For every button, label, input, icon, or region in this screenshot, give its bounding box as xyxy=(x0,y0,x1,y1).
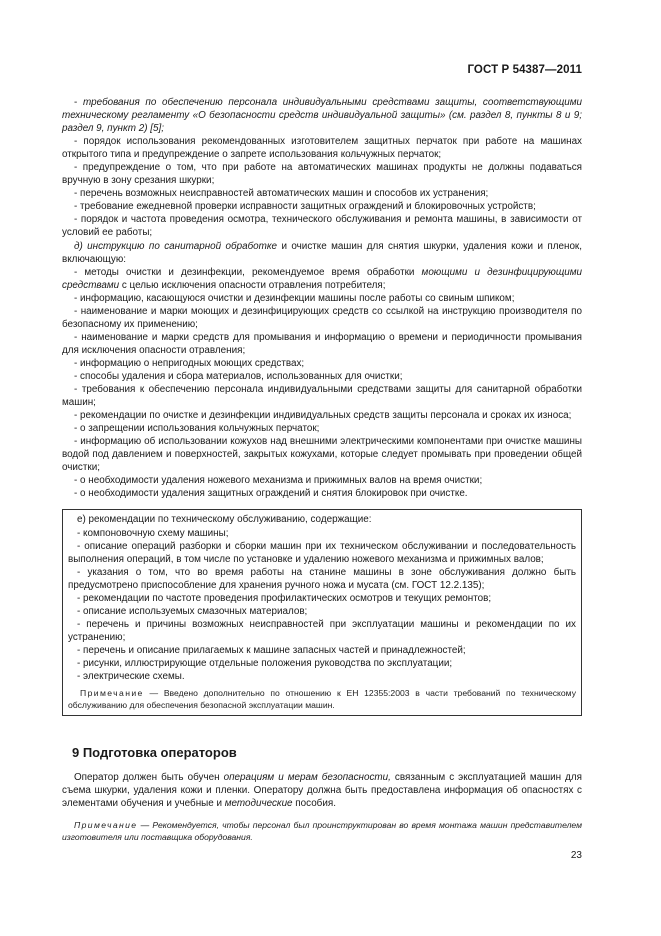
text-run: связанным с эксплуатацией машин для съема шкурки, удаления кожи и пленки. Оператору должна быть предоставлена информация об опасностях с элементами обучения и учебные и xyxy=(62,772,583,810)
list-item xyxy=(62,487,582,500)
box-note-label: Примечание xyxy=(80,688,144,699)
text-run: - требования к обеспечению персонала индивидуальными средствами защиты для санитарной обработки машин; xyxy=(62,384,582,409)
list-item: - компоновочную схему машины; xyxy=(77,527,229,539)
text-run: - рекомендации по очистке и дезинфекции индивидуальных средств защиты персонала и сроках их износа; xyxy=(74,410,572,422)
list-item: - перечень и причины возможных неисправностей при эксплуатации машины и рекомендации по их устранению; xyxy=(68,618,576,643)
maintenance-box xyxy=(62,509,582,716)
section-9-note xyxy=(62,820,582,843)
text-run: требования по обеспечению персонала индивидуальными средствами защиты, соответствующими техническому регламенту «О безопасности средств индивидуальной защиты» (см. раздел 8, пункты 8 и 9; раздел 9, пункт 2) [5]; xyxy=(62,97,582,135)
list-item xyxy=(62,213,582,239)
text-run: - порядок и частота проведения осмотра, технического обслуживания и ремонта машины, в зависимости от условий ее работы; xyxy=(62,214,582,239)
list-item xyxy=(62,187,582,200)
text-run: пособия. xyxy=(292,798,336,810)
list-item: - электрические схемы. xyxy=(77,671,185,683)
list-item xyxy=(62,266,582,292)
list-item xyxy=(62,474,582,487)
list-item xyxy=(62,96,582,135)
list-item: - указания о том, что во время работы на станине машины в зоне обслуживания должно быть предусмотрено приспособление для хранения ручного ножа и мусата (см. ГОСТ 12.2.135); xyxy=(68,566,576,591)
box-note xyxy=(68,688,576,711)
text-run: - перечень возможных неисправностей автоматических машин и способов их устранения; xyxy=(74,188,489,200)
text-run: и очистке машин для снятия шкурки, удаления кожи и пленок, включающую: xyxy=(62,240,582,265)
text-run: - о запрещении использования кольчужных перчаток; xyxy=(74,423,320,435)
section-9-paragraph xyxy=(62,771,582,810)
text-run: - наименование и марки средств для промывания и информацию о времени и периодичности промывания для исключения опасности отравления; xyxy=(62,331,582,356)
list-item: - рекомендации по частоте проведения профилактических осмотров и текущих ремонтов; xyxy=(77,592,492,604)
text-run: - требование ежедневной проверки исправности защитных ограждений и блокировочных устройств; xyxy=(74,201,536,213)
list-item: - перечень и описание прилагаемых к машине запасных частей и принадлежностей; xyxy=(77,644,466,656)
text-run: - методы очистки и дезинфекции, рекомендуемое время обработки xyxy=(74,266,422,278)
text-run: - предупреждение о том, что при работе на автоматических машинах продукты не должны подаваться вручную в зону срезания шкурки; xyxy=(62,162,582,187)
maintenance-list xyxy=(68,513,576,683)
list-item xyxy=(62,383,582,409)
page-number: 23 xyxy=(570,850,582,861)
requirements-list xyxy=(62,96,582,500)
text-run: операциям и мерам безопасности, xyxy=(223,772,391,784)
text-run: - о необходимости удаления защитных ограждений и снятия блокировок при очистке. xyxy=(74,488,468,500)
list-item xyxy=(62,370,582,383)
text-run: моющими и дезинфицирующими средствами xyxy=(62,266,583,291)
text-run: Оператор должен быть обучен xyxy=(74,772,224,784)
note-text: — Рекомендуется, чтобы персонал был проинструктирован во время монтажа машин представителем изготовителя или поставщика оборудования. xyxy=(62,820,582,842)
text-run: - способы удаления и сбора материалов, использованных для очистки; xyxy=(74,370,403,382)
text-run: - информацию, касающуюся очистки и дезинфекции машины после работы со свиным шпиком; xyxy=(74,292,515,304)
text-run: - порядок использования рекомендованных изготовителем защитных перчаток при работе на машинах открытого типа и предупреждение о запрете использования кольчужных перчаток; xyxy=(62,136,582,161)
list-item xyxy=(62,305,582,331)
list-item xyxy=(62,409,582,422)
text-run: - информацию об использовании кожухов над внешними электрическими компонентами при очистке машины водой под давлением и поверхностей, закрытых кожухами, которые следует промывать при проведении общей очистки; xyxy=(62,436,582,474)
list-item xyxy=(62,240,582,266)
list-item xyxy=(62,357,582,370)
list-item xyxy=(62,292,582,305)
text-run: д) инструкцию по санитарной обработке xyxy=(74,240,278,252)
list-item: - описание операций разборки и сборки машин при их техническом обслуживании и последовательность выполнения операций, в том числе по установке и удалению ножевого механизма и прижимных валов; xyxy=(68,540,576,565)
list-item xyxy=(62,200,582,213)
document-id: ГОСТ Р 54387—2011 xyxy=(467,64,582,76)
text-run: с целью исключения опасности отравления потребителя; xyxy=(119,279,386,291)
section-9-heading: 9 Подготовка операторов xyxy=(72,745,237,761)
text-run: - наименование и марки моющих и дезинфицирующих средств со ссылкой на инструкцию производителя по безопасному их применению; xyxy=(62,305,582,330)
text-run: - информацию о непригодных моющих средствах; xyxy=(74,357,305,369)
list-item xyxy=(62,422,582,435)
list-item xyxy=(62,331,582,357)
box-note-text: — Введено дополнительно по отношению к ЕН 12355:2003 в части требований по техническому обслуживанию для обеспечения безопасной эксплуатации машин. xyxy=(68,688,576,710)
list-item xyxy=(62,435,582,474)
text-run: - xyxy=(74,97,83,108)
note-label: Примечание xyxy=(74,820,138,831)
page-content xyxy=(62,96,582,843)
list-item xyxy=(62,135,582,161)
list-item xyxy=(62,161,582,187)
text-run: - о необходимости удаления ножевого механизма и прижимных валов на время очистки; xyxy=(74,475,483,487)
list-item: - описание используемых смазочных материалов; xyxy=(77,605,308,617)
list-item: е) рекомендации по техническому обслуживанию, содержащие: xyxy=(77,514,372,526)
list-item: - рисунки, иллюстрирующие отдельные положения руководства по эксплуатации; xyxy=(77,657,453,669)
text-run: методические xyxy=(224,798,293,810)
